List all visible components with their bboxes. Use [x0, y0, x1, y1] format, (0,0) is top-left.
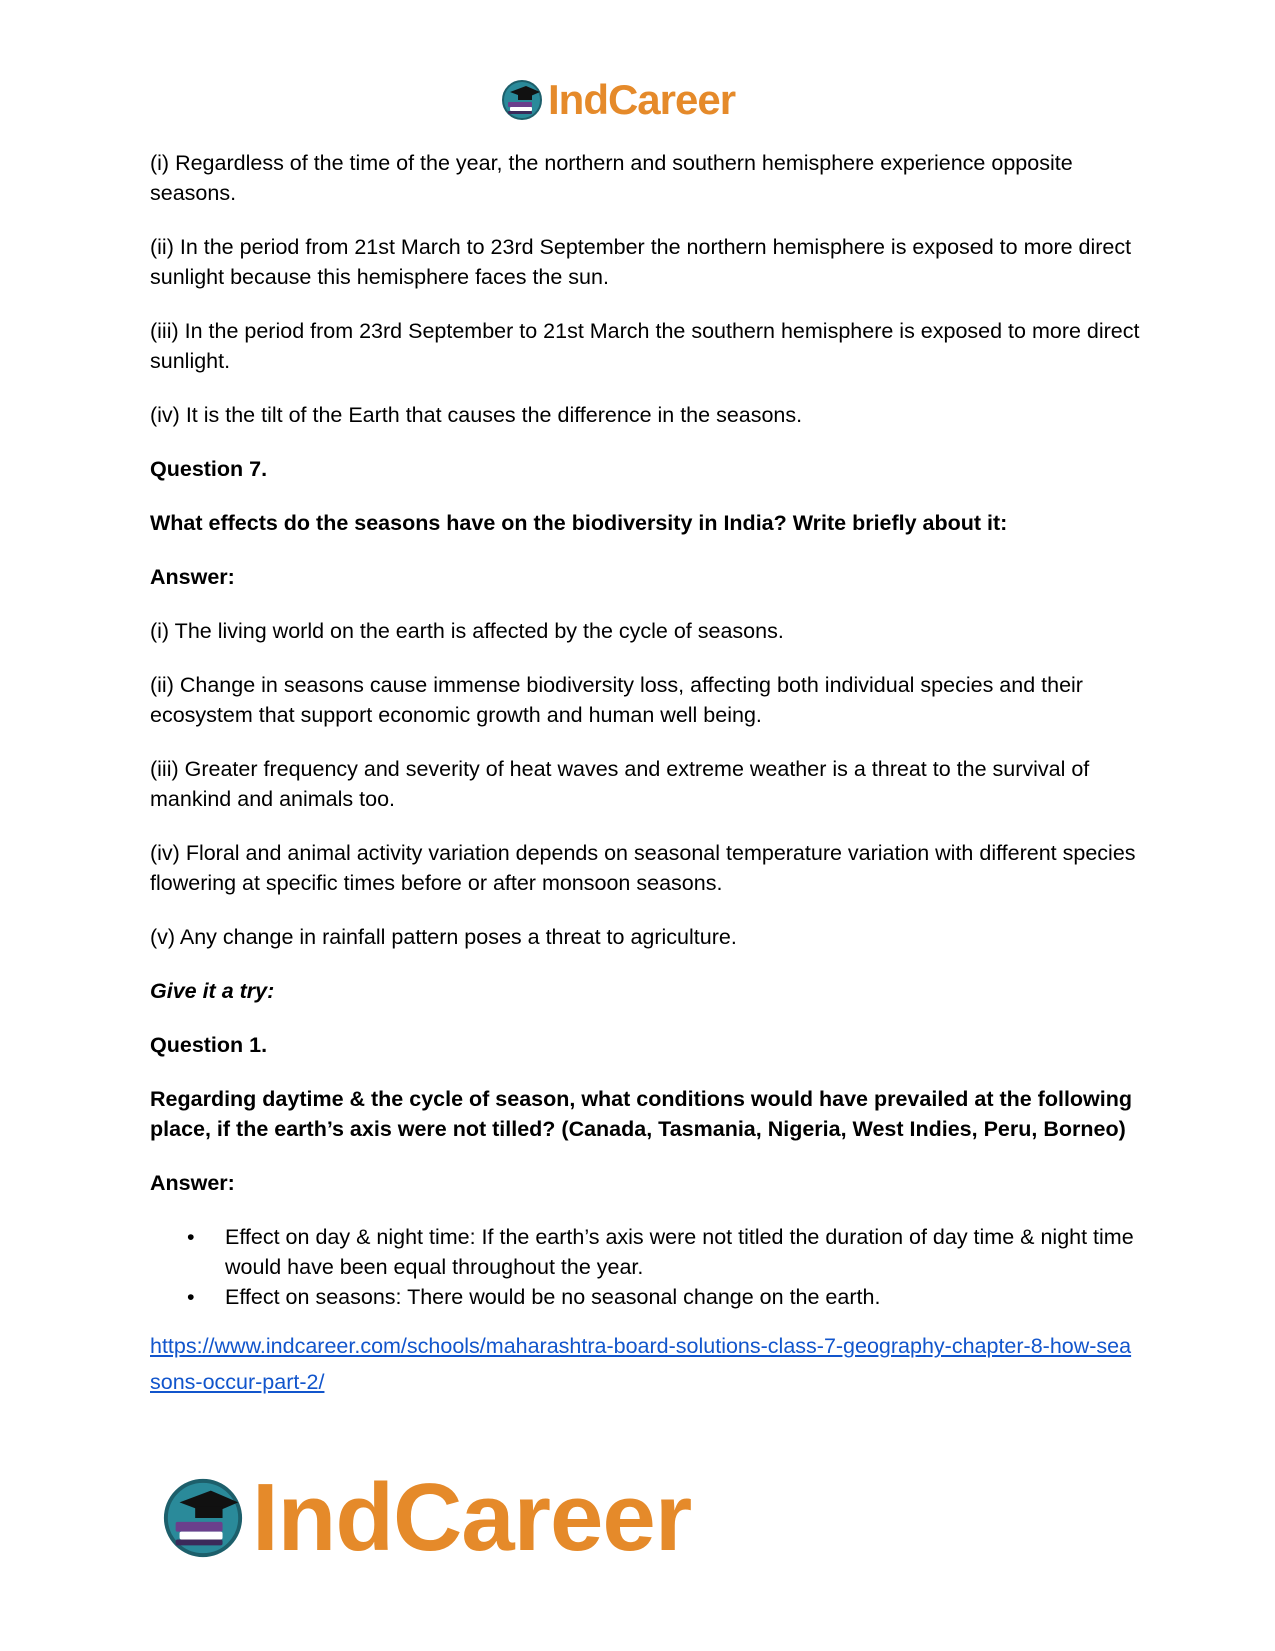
question-1-heading: Question 1.	[150, 1033, 268, 1057]
logo-text: IndCareer	[252, 1464, 692, 1571]
question-7-answer-label: Answer:	[150, 565, 235, 589]
list-item	[187, 1222, 1140, 1282]
logo-text: IndCareer	[548, 76, 736, 123]
question-7-heading: Question 7.	[150, 457, 268, 481]
question-7-answer-2: (ii) Change in seasons cause immense biodiversity loss, affecting both individual species and their ecosystem that support economic growth and human well being.	[150, 673, 1083, 727]
give-it-a-try-heading: Give it a try:	[150, 979, 275, 1003]
logo-emblem-icon	[160, 1475, 246, 1561]
paragraph-point-2: (ii) In the period from 21st March to 23rd September the northern hemisphere is exposed to more direct sunlight because this hemisphere faces the sun.	[150, 235, 1132, 289]
question-7-answer-4: (iv) Floral and animal activity variation depends on seasonal temperature variation with different species flowering at specific times before or after monsoon seasons.	[150, 841, 1136, 895]
bullet-icon: •	[187, 1225, 195, 1249]
question-1-answer-list	[150, 1222, 1140, 1312]
question-7-answer-1: (i) The living world on the earth is affected by the cycle of seasons.	[150, 619, 784, 643]
question-7-text: What effects do the seasons have on the biodiversity in India? Write briefly about it:	[150, 511, 1008, 535]
question-7-answer-3: (iii) Greater frequency and severity of heat waves and extreme weather is a threat to the survival of mankind and animals too.	[150, 757, 1090, 811]
list-item-text: Effect on day & night time: If the earth’s axis were not titled the duration of day time & night time would have been equal throughout the year.	[225, 1225, 1134, 1279]
question-1-answer-label: Answer:	[150, 1171, 235, 1195]
list-item-text: Effect on seasons: There would be no seasonal change on the earth.	[225, 1285, 881, 1309]
question-1-text: Regarding daytime & the cycle of season, what conditions would have prevailed at the following place, if the earth’s axis were not tilled? (Canada, Tasmania, Nigeria, West Indies, Peru, Borneo)	[150, 1087, 1133, 1141]
paragraph-point-1: (i) Regardless of the time of the year, the northern and southern hemisphere experience opposite seasons.	[150, 151, 1073, 205]
logo-emblem-icon	[500, 78, 544, 122]
paragraph-point-4: (iv) It is the tilt of the Earth that causes the difference in the seasons.	[150, 403, 803, 427]
paragraph-point-3: (iii) In the period from 23rd September to 21st March the southern hemisphere is exposed to more direct sunlight.	[150, 319, 1140, 373]
question-7-answer-5: (v) Any change in rainfall pattern poses a threat to agriculture.	[150, 925, 737, 949]
list-item	[187, 1282, 1140, 1312]
bullet-icon: •	[187, 1285, 195, 1309]
header-logo	[500, 78, 735, 122]
source-link[interactable]: https://www.indcareer.com/schools/maharashtra-board-solutions-class-7-geography-chapter-8-how-seasons-occur-part-2/	[150, 1334, 1132, 1394]
footer-logo	[160, 1464, 692, 1571]
document-body	[150, 148, 1140, 1400]
